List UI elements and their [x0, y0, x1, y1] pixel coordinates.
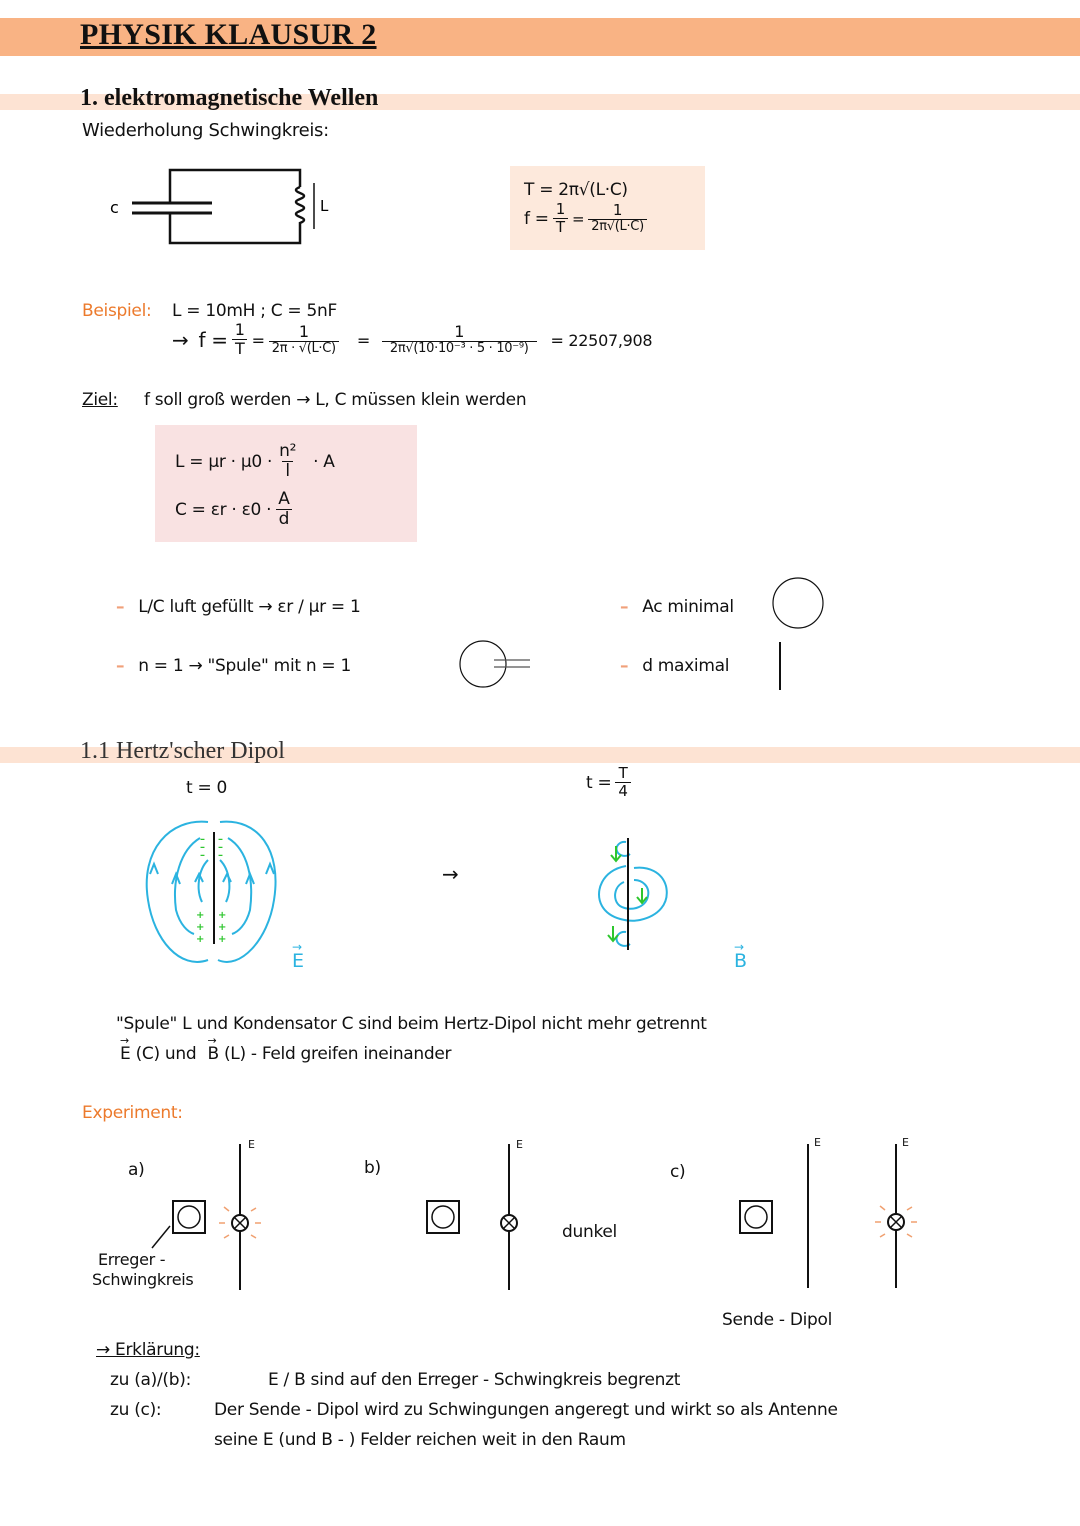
svg-text:–: –: [218, 834, 223, 845]
svg-text:–: –: [200, 834, 205, 845]
experiment-b-label: b): [364, 1158, 381, 1178]
example-label: Beispiel:: [82, 301, 152, 321]
antenna-mark: E: [248, 1138, 255, 1151]
formula-L-lhs: L = μr · μ0 ·: [175, 452, 273, 473]
goal-text: f soll groß werden → L, C müssen klein werden: [144, 390, 527, 410]
time-label-t-quarter: t = $\frac{T}{4}$: [586, 766, 635, 800]
antenna-mark: E: [814, 1136, 821, 1149]
e-field-label: → E: [292, 940, 304, 972]
svg-text:–: –: [218, 850, 223, 861]
example-given: L = 10mH ; C = 5nF: [172, 301, 337, 321]
antenna-mark: E: [902, 1136, 909, 1149]
svg-text:+: +: [218, 934, 227, 945]
bullet-item: – n = 1 → "Spule" mit n = 1: [116, 656, 351, 676]
experiment-a-label: a): [128, 1160, 145, 1180]
sender-dipole-caption: Sende - Dipol: [722, 1310, 833, 1330]
svg-text:+: +: [196, 922, 205, 933]
svg-text:–: –: [200, 850, 205, 861]
time-label-t0: t = 0: [186, 778, 228, 798]
explanation-c-line1: Der Sende - Dipol wird zu Schwingungen angeregt und wirkt so als Antenne: [214, 1400, 838, 1420]
svg-text:–: –: [218, 842, 223, 853]
example-calculation: → f = $\frac{1}{T}$ = $\frac{1}{2\pi \cdot √(L\cdot C)}$ = $\frac{1}{\text{2π√(10·10⁻³ · 5 · 10⁻⁹)}}$ = 22507,908: [172, 320, 653, 358]
explanation-ab-prefix: zu (a)/(b):: [110, 1370, 191, 1390]
b-field-label: → B: [734, 940, 747, 972]
circle-area-icon: [770, 576, 826, 630]
section-heading-2: 1.1 Hertz'scher Dipol: [80, 738, 285, 764]
svg-text:+: +: [196, 934, 205, 945]
intro-text: Wiederholung Schwingkreis:: [82, 120, 329, 141]
svg-text:+: +: [196, 910, 205, 921]
capacitor-label: c: [110, 198, 119, 217]
single-loop-coil-icon: [458, 638, 538, 690]
formula-C-lhs: C = εr · ε0 ·: [175, 500, 272, 521]
formula-f-frac1: $\frac{1}{T}$: [553, 202, 568, 236]
b-field-dipole-diagram: [590, 830, 680, 955]
experiment-c-label: c): [670, 1162, 686, 1182]
experiment-c-diagram: [730, 1138, 930, 1298]
bullet-item: – L/C luft gefüllt → εr / μr = 1: [116, 597, 361, 617]
formula-f-lhs: f =: [524, 209, 549, 229]
section-heading-1: 1. elektromagnetische Wellen: [80, 85, 379, 111]
statement-line-1: "Spule" L und Kondensator C sind beim Hertz-Dipol nicht mehr getrennt: [116, 1014, 707, 1034]
antenna-mark: E: [516, 1138, 523, 1151]
explanation-c-prefix: zu (c):: [110, 1400, 162, 1420]
experiment-b-diagram: [420, 1138, 540, 1298]
explanation-c-line2: seine E (und B - ) Felder reichen weit in den Raum: [214, 1430, 626, 1450]
coil-label: L: [320, 197, 329, 215]
experiment-label: Experiment:: [82, 1103, 183, 1123]
formula-box-lc: L = μr · μ0 · $\frac{\text{n²}}{l}$ · A C = εr · ε0 · $\frac{A}{d}$: [155, 425, 417, 542]
exciter-label-line2: Schwingkreis: [92, 1270, 194, 1289]
formula-T-rhs: 2π√(L·C): [558, 180, 628, 200]
example-result: = 22507,908: [550, 330, 653, 350]
explanation-ab-text: E / B sind auf den Erreger - Schwingkreis begrenzt: [268, 1370, 681, 1390]
svg-text:+: +: [218, 922, 227, 933]
svg-text:–: –: [200, 842, 205, 853]
page-title: PHYSIK KLAUSUR 2: [80, 18, 377, 51]
exciter-label-line1: Erreger -: [98, 1250, 166, 1269]
formula-T-lhs: T =: [524, 180, 554, 200]
formula-box-period: T = 2π√(L·C) f = $\frac{1}{T}$ = $\frac{1}{2\pi√(L\cdot C)}$: [510, 166, 705, 250]
lc-circuit-diagram: [100, 165, 340, 255]
transition-arrow: →: [442, 862, 459, 886]
goal-label: Ziel:: [82, 390, 118, 410]
distance-line-icon: [779, 642, 781, 690]
experiment-b-result: dunkel: [562, 1222, 617, 1242]
bullet-item: – Ac minimal: [620, 597, 734, 617]
statement-line-2: → E (C) und → B (L) - Feld greifen ineinander: [120, 1034, 452, 1064]
bullet-item: – d maximal: [620, 656, 730, 676]
formula-f-frac2: $\frac{1}{2\pi√(L\cdot C)}$: [588, 203, 647, 235]
svg-text:+: +: [218, 910, 227, 921]
explanation-label: → Erklärung:: [96, 1340, 200, 1360]
